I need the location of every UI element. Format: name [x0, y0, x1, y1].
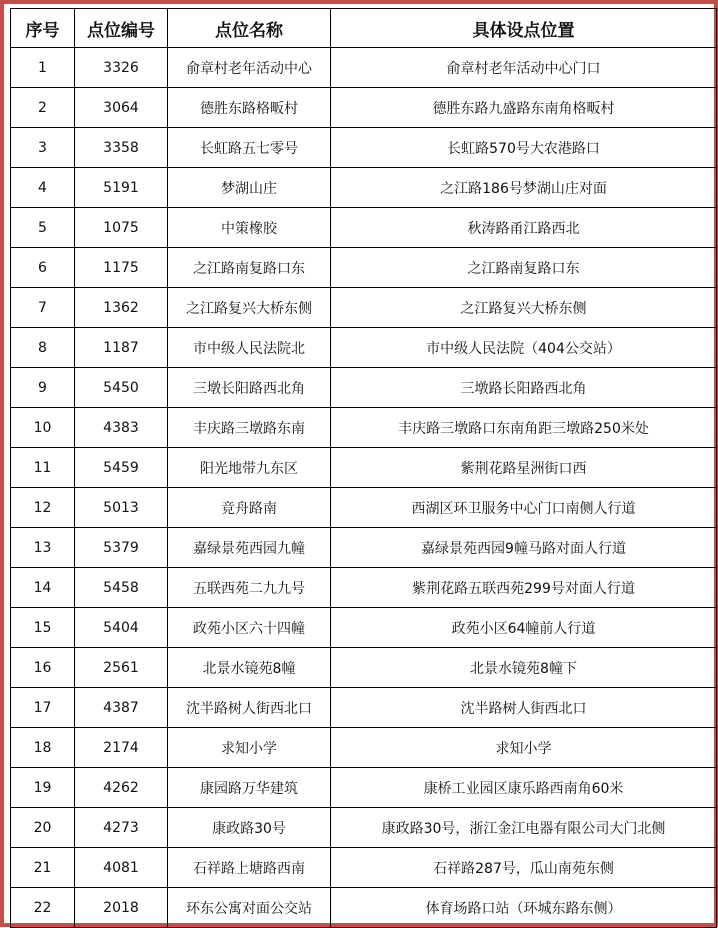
- cell-point-name: 阳光地带九东区: [168, 448, 331, 488]
- cell-index: 11: [11, 448, 75, 488]
- cell-point-id: 5450: [75, 368, 168, 408]
- cell-point-name: 俞章村老年活动中心: [168, 48, 331, 88]
- cell-point-name: 北景水镜苑8幢: [168, 648, 331, 688]
- cell-index: 10: [11, 408, 75, 448]
- cell-index: 15: [11, 608, 75, 648]
- cell-point-name: 丰庆路三墩路东南: [168, 408, 331, 448]
- cell-location: 之江路南复路口东: [331, 248, 717, 288]
- cell-point-id: 5379: [75, 528, 168, 568]
- table-row: [11, 528, 717, 568]
- cell-point-id: 3326: [75, 48, 168, 88]
- cell-point-id: 5013: [75, 488, 168, 528]
- cell-index: 12: [11, 488, 75, 528]
- table-row: [11, 848, 717, 888]
- cell-location: 之江路186号梦湖山庄对面: [331, 168, 717, 208]
- cell-index: 22: [11, 888, 75, 928]
- cell-index: 8: [11, 328, 75, 368]
- cell-location: 政苑小区64幢前人行道: [331, 608, 717, 648]
- cell-index: 14: [11, 568, 75, 608]
- table-row: [11, 648, 717, 688]
- cell-location: 之江路复兴大桥东侧: [331, 288, 717, 328]
- cell-location: 嘉绿景苑西园9幢马路对面人行道: [331, 528, 717, 568]
- cell-point-id: 5191: [75, 168, 168, 208]
- cell-point-name: 梦湖山庄: [168, 168, 331, 208]
- cell-point-id: 5404: [75, 608, 168, 648]
- table-row: [11, 368, 717, 408]
- cell-point-name: 康园路万华建筑: [168, 768, 331, 808]
- cell-point-id: 1075: [75, 208, 168, 248]
- table-row: [11, 208, 717, 248]
- cell-point-id: 3358: [75, 128, 168, 168]
- cell-location: 长虹路570号大农港路口: [331, 128, 717, 168]
- cell-point-name: 沈半路树人街西北口: [168, 688, 331, 728]
- cell-index: 18: [11, 728, 75, 768]
- header-index: 序号: [11, 9, 75, 48]
- cell-point-name: 之江路南复路口东: [168, 248, 331, 288]
- cell-location: 体育场路口站（环城东路东侧）: [331, 888, 717, 928]
- cell-point-id: 2174: [75, 728, 168, 768]
- cell-location: 求知小学: [331, 728, 717, 768]
- cell-point-id: 4273: [75, 808, 168, 848]
- cell-index: 2: [11, 88, 75, 128]
- header-location: 具体设点位置: [331, 9, 717, 48]
- cell-location: 三墩路长阳路西北角: [331, 368, 717, 408]
- cell-point-id: 3064: [75, 88, 168, 128]
- cell-location: 秋涛路甬江路西北: [331, 208, 717, 248]
- cell-index: 4: [11, 168, 75, 208]
- cell-point-name: 市中级人民法院北: [168, 328, 331, 368]
- table-row: [11, 248, 717, 288]
- cell-index: 9: [11, 368, 75, 408]
- cell-point-name: 德胜东路格畈村: [168, 88, 331, 128]
- cell-location: 市中级人民法院（404公交站）: [331, 328, 717, 368]
- cell-location: 北景水镜苑8幢下: [331, 648, 717, 688]
- cell-location: 康政路30号，浙江金江电器有限公司大门北侧: [331, 808, 717, 848]
- cell-index: 19: [11, 768, 75, 808]
- table-row: [11, 88, 717, 128]
- cell-index: 13: [11, 528, 75, 568]
- table-row: [11, 168, 717, 208]
- cell-point-name: 之江路复兴大桥东侧: [168, 288, 331, 328]
- cell-point-name: 嘉绿景苑西园九幢: [168, 528, 331, 568]
- table-row: [11, 568, 717, 608]
- cell-point-name: 竞舟路南: [168, 488, 331, 528]
- cell-location: 沈半路树人街西北口: [331, 688, 717, 728]
- cell-point-id: 4383: [75, 408, 168, 448]
- table-row: [11, 128, 717, 168]
- cell-index: 17: [11, 688, 75, 728]
- cell-location: 德胜东路九盛路东南角格畈村: [331, 88, 717, 128]
- cell-index: 5: [11, 208, 75, 248]
- table-row: [11, 408, 717, 448]
- header-row: [11, 9, 717, 48]
- cell-location: 紫荆花路星洲街口西: [331, 448, 717, 488]
- cell-point-id: 2018: [75, 888, 168, 928]
- cell-index: 3: [11, 128, 75, 168]
- cell-point-name: 长虹路五七零号: [168, 128, 331, 168]
- cell-index: 6: [11, 248, 75, 288]
- cell-location: 紫荆花路五联西苑299号对面人行道: [331, 568, 717, 608]
- cell-location: 丰庆路三墩路口东南角距三墩路250米处: [331, 408, 717, 448]
- table-row: [11, 448, 717, 488]
- cell-location: 西湖区环卫服务中心门口南侧人行道: [331, 488, 717, 528]
- cell-index: 1: [11, 48, 75, 88]
- cell-point-name: 康政路30号: [168, 808, 331, 848]
- cell-point-id: 1362: [75, 288, 168, 328]
- cell-point-id: 1175: [75, 248, 168, 288]
- cell-point-name: 三墩长阳路西北角: [168, 368, 331, 408]
- table-row: [11, 688, 717, 728]
- table-row: [11, 808, 717, 848]
- cell-point-id: 4081: [75, 848, 168, 888]
- cell-point-id: 1187: [75, 328, 168, 368]
- cell-index: 20: [11, 808, 75, 848]
- cell-location: 石祥路287号，瓜山南苑东侧: [331, 848, 717, 888]
- cell-index: 7: [11, 288, 75, 328]
- table-row: [11, 608, 717, 648]
- table-row: [11, 888, 717, 928]
- cell-point-id: 4262: [75, 768, 168, 808]
- location-table: [10, 8, 717, 928]
- cell-point-id: 2561: [75, 648, 168, 688]
- cell-point-name: 五联西苑二九九号: [168, 568, 331, 608]
- table-row: [11, 48, 717, 88]
- cell-point-name: 求知小学: [168, 728, 331, 768]
- table-row: [11, 328, 717, 368]
- header-point-name: 点位名称: [168, 9, 331, 48]
- cell-point-name: 环东公寓对面公交站: [168, 888, 331, 928]
- cell-index: 16: [11, 648, 75, 688]
- cell-index: 21: [11, 848, 75, 888]
- cell-point-name: 石祥路上塘路西南: [168, 848, 331, 888]
- table-row: [11, 768, 717, 808]
- cell-point-id: 5459: [75, 448, 168, 488]
- cell-location: 俞章村老年活动中心门口: [331, 48, 717, 88]
- cell-point-name: 中策橡胶: [168, 208, 331, 248]
- cell-point-id: 5458: [75, 568, 168, 608]
- cell-point-id: 4387: [75, 688, 168, 728]
- table-row: [11, 728, 717, 768]
- table-row: [11, 288, 717, 328]
- cell-location: 康桥工业园区康乐路西南角60米: [331, 768, 717, 808]
- cell-point-name: 政苑小区六十四幢: [168, 608, 331, 648]
- table-row: [11, 488, 717, 528]
- header-point-id: 点位编号: [75, 9, 168, 48]
